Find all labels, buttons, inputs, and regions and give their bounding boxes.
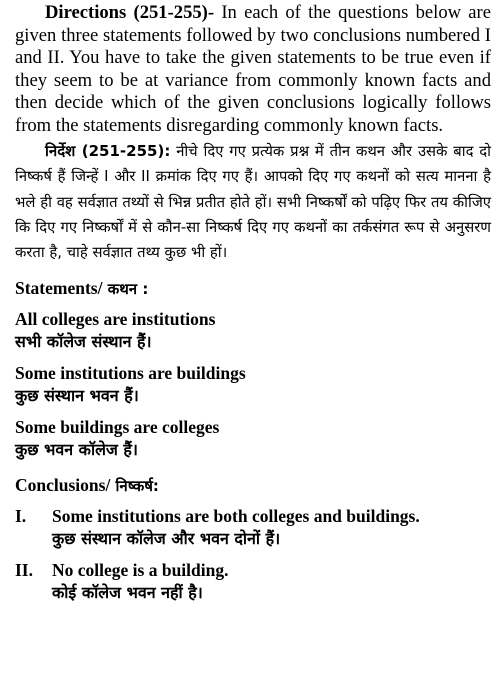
statement-1 bbox=[15, 308, 491, 354]
conclusions-heading bbox=[15, 474, 491, 497]
conclusion-2-number: II. bbox=[15, 560, 33, 581]
directions-english-label: Directions (251-255)- bbox=[45, 2, 215, 23]
conclusion-1-hi: कुछ संस्थान कॉलेज और भवन दोनों हैं। bbox=[52, 529, 281, 549]
directions-hindi-label: निर्देश (251-255): bbox=[45, 142, 171, 160]
conclusion-2-en: No college is a building. bbox=[52, 560, 229, 581]
statement-1-hi: सभी कॉलेज संस्थान हैं। bbox=[15, 332, 152, 352]
statements-heading bbox=[15, 277, 491, 300]
statement-3-hi: कुछ भवन कॉलेज हैं। bbox=[15, 440, 138, 460]
statement-2 bbox=[15, 362, 491, 408]
statement-3-en: Some buildings are colleges bbox=[15, 417, 220, 438]
directions-hindi bbox=[15, 139, 491, 265]
conclusion-2 bbox=[15, 559, 491, 605]
statements-heading-en: Statements/ bbox=[15, 278, 103, 299]
statement-2-hi: कुछ संस्थान भवन हैं। bbox=[15, 386, 139, 406]
directions-english-text: In each of the questions below are given three statements followed by two conclusions numbered I and II. You have to take the given statements to be true even if they seem to be at variance from commonly known facts and then decide which of the given conclusions logically follows from the statements disregarding commonly known facts. bbox=[15, 2, 491, 136]
statements-heading-hi: कथन : bbox=[102, 280, 149, 299]
conclusions-heading-hi: निष्कर्ष: bbox=[110, 477, 159, 496]
conclusion-2-body bbox=[52, 559, 491, 605]
conclusions-heading-en: Conclusions/ bbox=[15, 475, 111, 496]
conclusion-2-hi: कोई कॉलेज भवन नहीं है। bbox=[52, 583, 203, 603]
statement-1-en: All colleges are institutions bbox=[15, 309, 216, 330]
conclusion-1-body bbox=[52, 505, 491, 551]
statement-2-en: Some institutions are buildings bbox=[15, 363, 246, 384]
conclusion-1-number: I. bbox=[15, 506, 27, 527]
directions-hindi-text: नीचे दिए गए प्रत्येक प्रश्न में तीन कथन और उसके बाद दो निष्कर्ष हैं जिन्हें I और II क्रमांक दिए गए हैं। आपको दिए गए कथनों को सत्य मानना है भले ही वह सर्वज्ञात तथ्यों से भिन्न प्रतीत होते हों। सभी निष्कर्षों को पढ़िए फिर तय कीजिए कि दिए गए निष्कर्षों में से कौन-सा निष्कर्ष दिए गए कथनों का तर्कसंगत रूप से अनुसरण करता है, चाहे सर्वज्ञात तथ्य कुछ भी हों। bbox=[15, 143, 491, 262]
statement-3 bbox=[15, 416, 491, 462]
directions-english bbox=[15, 2, 491, 137]
conclusion-1 bbox=[15, 505, 491, 551]
conclusion-1-en: Some institutions are both colleges and buildings. bbox=[52, 506, 420, 527]
